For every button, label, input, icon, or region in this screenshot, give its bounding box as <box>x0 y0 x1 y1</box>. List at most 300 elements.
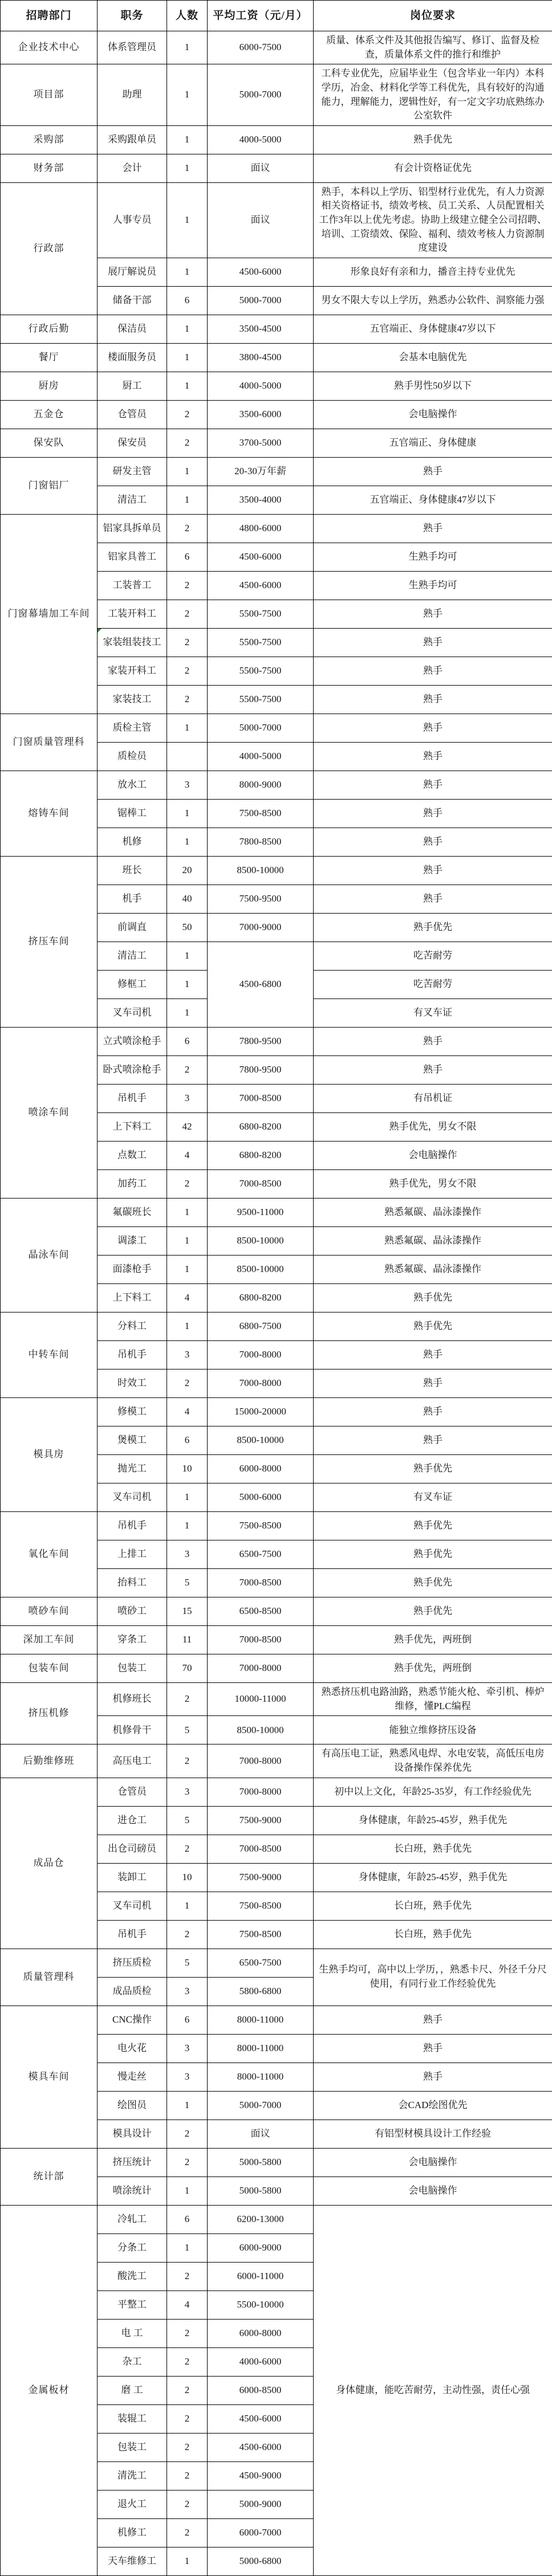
headcount-cell: 2 <box>167 2120 208 2148</box>
headcount-cell: 2 <box>167 600 208 629</box>
salary-cell: 7000-8000 <box>208 1778 314 1806</box>
job-title-cell: 调漆工 <box>98 1227 167 1256</box>
headcount-cell: 1 <box>167 999 208 1028</box>
column-header-4: 岗位要求 <box>314 1 552 31</box>
headcount-cell: 1 <box>167 125 208 154</box>
table-row <box>1 315 552 344</box>
salary-cell: 5800-6800 <box>208 1977 314 2006</box>
requirement-cell: 有铝型材模具设计工作经验 <box>314 2120 552 2148</box>
headcount-cell: 2 <box>167 2347 208 2376</box>
requirement-cell: 有叉车证 <box>314 1483 552 1512</box>
job-title-cell: 铝家具普工 <box>98 543 167 572</box>
job-title-cell: 质检员 <box>98 743 167 771</box>
job-title-cell: 叉车司机 <box>98 1483 167 1512</box>
job-title-cell: 前调直 <box>98 914 167 942</box>
requirement-cell: 熟手 <box>314 2063 552 2091</box>
salary-cell: 5500-10000 <box>208 2290 314 2319</box>
headcount-cell: 2 <box>167 2490 208 2518</box>
requirement-cell: 吃苦耐劳 <box>314 971 552 999</box>
headcount-cell: 3 <box>167 1341 208 1369</box>
headcount-cell: 3 <box>167 2063 208 2091</box>
job-title-cell: 卧式喷涂枪手 <box>98 1056 167 1085</box>
job-title-cell: 锯棒工 <box>98 800 167 828</box>
headcount-cell: 1 <box>167 486 208 515</box>
headcount-cell: 1 <box>167 800 208 828</box>
salary-cell: 4500-6000 <box>208 543 314 572</box>
table-row <box>1 125 552 154</box>
salary-cell: 面议 <box>208 182 314 258</box>
headcount-cell: 1 <box>167 1512 208 1540</box>
department-cell: 晶泳车间 <box>1 1199 98 1313</box>
requirement-cell: 熟手 <box>314 629 552 657</box>
salary-cell: 7500-9500 <box>208 885 314 914</box>
headcount-cell: 2 <box>167 1835 208 1863</box>
salary-cell: 6000-9000 <box>208 2233 314 2262</box>
department-cell: 挤压车间 <box>1 857 98 1028</box>
department-cell: 企业技术中心 <box>1 31 98 64</box>
requirement-cell: 熟手 <box>314 1056 552 1085</box>
salary-cell: 6000-11000 <box>208 2262 314 2290</box>
job-title-cell: 楼面服务员 <box>98 344 167 372</box>
salary-cell: 15000-20000 <box>208 1398 314 1426</box>
table-row <box>1 1626 552 1654</box>
salary-cell: 8500-10000 <box>208 1716 314 1744</box>
job-title-cell: 清洗工 <box>98 2461 167 2490</box>
headcount-cell: 1 <box>167 714 208 743</box>
job-title-cell: 电火花 <box>98 2034 167 2063</box>
job-title-cell: 体系管理员 <box>98 31 167 64</box>
salary-cell: 8000-11000 <box>208 2063 314 2091</box>
department-cell: 质量管理科 <box>1 1949 98 2006</box>
salary-cell: 6000-8000 <box>208 2319 314 2347</box>
requirement-cell: 长白班，熟手优先 <box>314 1835 552 1863</box>
salary-cell: 6000-8500 <box>208 2376 314 2404</box>
headcount-cell: 6 <box>167 2205 208 2233</box>
department-cell: 喷砂车间 <box>1 1597 98 1626</box>
requirement-cell: 熟手优先 <box>314 1569 552 1597</box>
job-title-cell: 吊机手 <box>98 1512 167 1540</box>
headcount-cell: 1 <box>167 372 208 401</box>
salary-cell: 5500-7500 <box>208 686 314 714</box>
job-title-cell: 模具设计 <box>98 2120 167 2148</box>
table-row <box>1 515 552 543</box>
table-row <box>1 1398 552 1426</box>
requirement-cell: 长白班，熟手优先 <box>314 1892 552 1920</box>
job-title-cell: 吊机手 <box>98 1920 167 1949</box>
salary-cell: 8000-9000 <box>208 771 314 800</box>
headcount-cell: 2 <box>167 2404 208 2433</box>
table-row <box>1 182 552 258</box>
requirement-cell: 熟手 <box>314 1426 552 1455</box>
headcount-cell: 2 <box>167 1920 208 1949</box>
department-cell: 厨房 <box>1 372 98 401</box>
headcount-cell: 1 <box>167 971 208 999</box>
requirement-cell: 熟手优先 <box>314 1512 552 1540</box>
job-title-cell: 穿条工 <box>98 1626 167 1654</box>
headcount-cell: 3 <box>167 1085 208 1113</box>
job-title-cell: 机修班长 <box>98 1683 167 1716</box>
requirement-cell: 身体健康，年龄25-45岁，熟手优先 <box>314 1806 552 1835</box>
table-row <box>1 771 552 800</box>
job-title-cell: 吊机手 <box>98 1341 167 1369</box>
job-title-cell: 磨 工 <box>98 2376 167 2404</box>
requirement-cell: 男女不限大专以上学历，熟悉办公软件、洞察能力强 <box>314 287 552 315</box>
headcount-cell: 1 <box>167 1483 208 1512</box>
salary-cell: 5000-7000 <box>208 64 314 126</box>
requirement-cell: 会基本电脑优先 <box>314 344 552 372</box>
salary-cell: 4500-6800 <box>208 942 314 1028</box>
department-cell: 餐厅 <box>1 344 98 372</box>
job-title-cell: 出仓司磅员 <box>98 1835 167 1863</box>
salary-cell: 3700-5000 <box>208 429 314 458</box>
headcount-cell: 1 <box>167 2547 208 2575</box>
department-cell: 成品仓 <box>1 1778 98 1949</box>
requirement-cell: 熟悉氟碳、晶泳漆操作 <box>314 1256 552 1284</box>
headcount-cell: 11 <box>167 1626 208 1654</box>
table-row <box>1 64 552 126</box>
job-title-cell: 仓管员 <box>98 401 167 429</box>
requirement-cell: 熟手优先 <box>314 914 552 942</box>
job-title-cell: 喷砂工 <box>98 1597 167 1626</box>
requirement-cell: 身体健康，能吃苦耐劳，主动性强，责任心强 <box>314 2205 552 2575</box>
department-cell: 行政部 <box>1 182 98 315</box>
requirement-cell: 熟手 <box>314 686 552 714</box>
requirement-cell: 熟手 <box>314 771 552 800</box>
salary-cell: 7800-8500 <box>208 828 314 857</box>
job-title-cell: 氟碳班长 <box>98 1199 167 1227</box>
requirement-cell: 熟手优先，两班倒 <box>314 1626 552 1654</box>
requirement-cell: 熟手 <box>314 857 552 885</box>
headcount-cell: 3 <box>167 771 208 800</box>
headcount-cell: 1 <box>167 2176 208 2205</box>
table-row <box>1 429 552 458</box>
headcount-cell: 10 <box>167 1455 208 1483</box>
table-row <box>1 1744 552 1778</box>
column-header-2: 人数 <box>167 1 208 31</box>
salary-cell: 7000-8500 <box>208 1835 314 1863</box>
headcount-cell: 2 <box>167 686 208 714</box>
headcount-cell: 3 <box>167 1540 208 1569</box>
job-title-cell: 杂工 <box>98 2347 167 2376</box>
salary-cell: 5000-7000 <box>208 2091 314 2120</box>
job-title-cell: 抛光工 <box>98 1455 167 1483</box>
job-title-cell: 退火工 <box>98 2490 167 2518</box>
requirement-cell: 生熟手均可，高中以上学历，，熟悉卡尺、外径千分尺使用，有同行业工作经验优先 <box>314 1949 552 2006</box>
job-title-cell: 装辊工 <box>98 2404 167 2433</box>
headcount-cell: 1 <box>167 1227 208 1256</box>
salary-cell: 4500-6000 <box>208 2404 314 2433</box>
job-title-cell: 会计 <box>98 154 167 182</box>
salary-cell: 面议 <box>208 2120 314 2148</box>
requirement-cell: 五官端正、身体健康47岁以下 <box>314 486 552 515</box>
job-title-cell: 机修 <box>98 828 167 857</box>
job-title-cell: 高压电工 <box>98 1744 167 1778</box>
column-header-3: 平均工资（元/月） <box>208 1 314 31</box>
table-row <box>1 2148 552 2176</box>
job-title-cell: 吊机手 <box>98 1085 167 1113</box>
headcount-cell: 2 <box>167 629 208 657</box>
requirement-cell: 五官端正、身体健康47岁以下 <box>314 315 552 344</box>
table-row <box>1 1028 552 1056</box>
salary-cell: 5500-7500 <box>208 629 314 657</box>
salary-cell: 4000-5000 <box>208 372 314 401</box>
job-title-cell: 挤压统计 <box>98 2148 167 2176</box>
salary-cell: 8500-10000 <box>208 1426 314 1455</box>
headcount-cell: 3 <box>167 2034 208 2063</box>
headcount-cell: 6 <box>167 1028 208 1056</box>
headcount-cell: 6 <box>167 543 208 572</box>
salary-cell: 5000-6800 <box>208 2547 314 2575</box>
department-cell: 氧化车间 <box>1 1512 98 1597</box>
job-title-cell: CNC操作 <box>98 2006 167 2034</box>
job-title-cell: 天车维修工 <box>98 2547 167 2575</box>
salary-cell: 3500-6000 <box>208 401 314 429</box>
requirement-cell: 能独立维修挤压设备 <box>314 1716 552 1744</box>
headcount-cell: 70 <box>167 1654 208 1683</box>
headcount-cell <box>167 743 208 771</box>
job-title-cell: 清洁工 <box>98 942 167 971</box>
job-title-cell: 抬料工 <box>98 1569 167 1597</box>
requirement-cell: 形象良好有亲和力，播音主持专业优先 <box>314 258 552 287</box>
requirement-cell: 熟手 <box>314 1398 552 1426</box>
table-header <box>1 1 552 31</box>
job-title-cell: 叉车司机 <box>98 1892 167 1920</box>
job-title-cell: 分料工 <box>98 1313 167 1341</box>
job-title-cell: 铝家具拆单员 <box>98 515 167 543</box>
salary-cell: 7800-9500 <box>208 1056 314 1085</box>
table-row <box>1 857 552 885</box>
table-row <box>1 1512 552 1540</box>
requirement-cell: 熟手 <box>314 515 552 543</box>
salary-cell: 6500-7500 <box>208 1540 314 1569</box>
salary-cell: 6500-7500 <box>208 1949 314 1977</box>
job-title-cell: 上下料工 <box>98 1284 167 1313</box>
requirement-cell: 吃苦耐劳 <box>314 942 552 971</box>
cell-corner-marker-icon <box>98 629 102 633</box>
requirement-cell: 五官端正、身体健康 <box>314 429 552 458</box>
headcount-cell: 2 <box>167 2461 208 2490</box>
headcount-cell: 2 <box>167 429 208 458</box>
salary-cell: 6500-8500 <box>208 1597 314 1626</box>
requirement-cell: 质量、体系文件及其他报告编写、修订、监督及检查，质量体系文件的推行和维护 <box>314 31 552 64</box>
job-title-cell: 喷涂统计 <box>98 2176 167 2205</box>
headcount-cell: 5 <box>167 1806 208 1835</box>
headcount-cell: 4 <box>167 1142 208 1170</box>
requirement-cell: 工科专业优先，应届毕业生（包含毕业一年内）本科学历，冶金、材料化学等工科优先，具有较好的沟通能力，理解能力，逻辑性好，有一定文字功底熟练办公室软件 <box>314 64 552 126</box>
requirement-cell: 熟手 <box>314 2006 552 2034</box>
headcount-cell: 2 <box>167 2262 208 2290</box>
salary-cell: 6800-7500 <box>208 1313 314 1341</box>
headcount-cell: 15 <box>167 1597 208 1626</box>
department-cell: 金属板材 <box>1 2205 98 2575</box>
headcount-cell: 42 <box>167 1113 208 1142</box>
headcount-cell: 4 <box>167 1398 208 1426</box>
headcount-cell: 1 <box>167 2233 208 2262</box>
table-body <box>1 31 552 2576</box>
table-row <box>1 344 552 372</box>
job-title-cell: 平整工 <box>98 2290 167 2319</box>
job-title-cell: 包装工 <box>98 1654 167 1683</box>
department-cell: 熔铸车间 <box>1 771 98 857</box>
headcount-cell: 1 <box>167 31 208 64</box>
job-title-cell: 质检主管 <box>98 714 167 743</box>
salary-cell: 4500-6000 <box>208 2433 314 2461</box>
headcount-cell: 4 <box>167 1284 208 1313</box>
salary-cell: 7000-8000 <box>208 1654 314 1683</box>
department-cell: 模具车间 <box>1 2006 98 2148</box>
requirement-cell: 会电脑操作 <box>314 1142 552 1170</box>
job-title-cell: 时效工 <box>98 1369 167 1398</box>
salary-cell: 4500-6000 <box>208 572 314 600</box>
salary-cell: 7000-8000 <box>208 1369 314 1398</box>
table-row <box>1 2205 552 2233</box>
department-cell: 门窗幕墙加工车间 <box>1 515 98 714</box>
headcount-cell: 5 <box>167 1716 208 1744</box>
salary-cell: 7500-8500 <box>208 1892 314 1920</box>
requirement-cell: 熟手 <box>314 714 552 743</box>
requirement-cell: 生熟手均可 <box>314 543 552 572</box>
salary-cell: 4500-9000 <box>208 2461 314 2490</box>
job-title-cell: 包装工 <box>98 2433 167 2461</box>
salary-cell: 5000-9000 <box>208 2490 314 2518</box>
headcount-cell: 1 <box>167 64 208 126</box>
salary-cell: 4000-6000 <box>208 2347 314 2376</box>
requirement-cell: 熟手 <box>314 800 552 828</box>
department-cell: 中转车间 <box>1 1313 98 1398</box>
table-row <box>1 1199 552 1227</box>
department-cell: 模具房 <box>1 1398 98 1512</box>
department-cell: 包装车间 <box>1 1654 98 1683</box>
headcount-cell: 2 <box>167 2148 208 2176</box>
headcount-cell: 10 <box>167 1863 208 1892</box>
table-row <box>1 458 552 486</box>
job-title-cell: 人事专员 <box>98 182 167 258</box>
headcount-cell: 20 <box>167 857 208 885</box>
headcount-cell: 2 <box>167 515 208 543</box>
salary-cell: 4500-6000 <box>208 258 314 287</box>
requirement-cell: 有吊机证 <box>314 1085 552 1113</box>
headcount-cell: 40 <box>167 885 208 914</box>
requirement-cell: 会电脑操作 <box>314 2148 552 2176</box>
salary-cell: 8500-10000 <box>208 857 314 885</box>
job-title-cell: 上排工 <box>98 1540 167 1569</box>
job-title-cell: 修模工 <box>98 1398 167 1426</box>
department-cell: 保安队 <box>1 429 98 458</box>
headcount-cell: 2 <box>167 2518 208 2547</box>
salary-cell: 7000-8500 <box>208 1626 314 1654</box>
requirement-cell: 熟手 <box>314 1341 552 1369</box>
column-header-0: 招聘部门 <box>1 1 98 31</box>
requirement-cell: 熟手男性50岁以下 <box>314 372 552 401</box>
job-title-cell: 家装开料工 <box>98 657 167 686</box>
salary-cell: 5000-5800 <box>208 2176 314 2205</box>
requirement-cell: 有叉车证 <box>314 999 552 1028</box>
salary-cell: 7000-9000 <box>208 914 314 942</box>
department-cell: 深加工车间 <box>1 1626 98 1654</box>
headcount-cell: 2 <box>167 657 208 686</box>
headcount-cell: 3 <box>167 1977 208 2006</box>
job-title-cell: 助理 <box>98 64 167 126</box>
headcount-cell: 50 <box>167 914 208 942</box>
salary-cell: 8500-10000 <box>208 1227 314 1256</box>
job-title-cell: 电 工 <box>98 2319 167 2347</box>
salary-cell: 20-30万年薪 <box>208 458 314 486</box>
job-title-cell: 研发主管 <box>98 458 167 486</box>
requirement-cell: 熟手 <box>314 828 552 857</box>
requirement-cell: 熟手优先 <box>314 1313 552 1341</box>
salary-cell: 6000-7500 <box>208 31 314 64</box>
table-row <box>1 372 552 401</box>
headcount-cell: 2 <box>167 2319 208 2347</box>
job-title-cell: 机修骨干 <box>98 1716 167 1744</box>
salary-cell: 8500-10000 <box>208 1256 314 1284</box>
job-title-cell: 班长 <box>98 857 167 885</box>
job-title-cell: 酸洗工 <box>98 2262 167 2290</box>
headcount-cell: 1 <box>167 942 208 971</box>
headcount-cell: 2 <box>167 1744 208 1778</box>
salary-cell: 6000-7000 <box>208 2518 314 2547</box>
headcount-cell: 1 <box>167 154 208 182</box>
salary-cell: 5000-5800 <box>208 2148 314 2176</box>
requirement-cell: 熟手优先，男女不限 <box>314 1113 552 1142</box>
salary-cell: 3500-4500 <box>208 315 314 344</box>
department-cell: 统计部 <box>1 2148 98 2205</box>
job-title-cell: 叉车司机 <box>98 999 167 1028</box>
job-title-cell: 冷轧工 <box>98 2205 167 2233</box>
requirement-cell: 熟悉氟碳、晶泳漆操作 <box>314 1227 552 1256</box>
job-title-cell: 工装普工 <box>98 572 167 600</box>
salary-cell: 7500-8500 <box>208 800 314 828</box>
department-cell: 挤压机修 <box>1 1683 98 1744</box>
headcount-cell: 2 <box>167 2376 208 2404</box>
requirement-cell: 熟手 <box>314 600 552 629</box>
job-title-cell: 立式喷涂枪手 <box>98 1028 167 1056</box>
headcount-cell: 1 <box>167 315 208 344</box>
header-row <box>1 1 552 31</box>
table-row <box>1 1778 552 1806</box>
department-cell: 五金仓 <box>1 401 98 429</box>
salary-cell: 6800-8200 <box>208 1284 314 1313</box>
headcount-cell: 2 <box>167 572 208 600</box>
job-title-cell: 挤压质检 <box>98 1949 167 1977</box>
salary-cell: 5000-7000 <box>208 714 314 743</box>
job-title-cell: 加药工 <box>98 1170 167 1199</box>
column-header-1: 职务 <box>98 1 167 31</box>
salary-cell: 4000-5000 <box>208 125 314 154</box>
table-row <box>1 401 552 429</box>
headcount-cell: 6 <box>167 2006 208 2034</box>
salary-cell: 7000-8500 <box>208 1170 314 1199</box>
job-title-cell: 上下料工 <box>98 1113 167 1142</box>
headcount-cell: 2 <box>167 401 208 429</box>
table-row <box>1 1949 552 1977</box>
requirement-cell: 熟手优先，男女不限 <box>314 1170 552 1199</box>
salary-cell: 4000-5000 <box>208 743 314 771</box>
job-title-cell: 清洁工 <box>98 486 167 515</box>
headcount-cell: 4 <box>167 2290 208 2319</box>
department-cell: 后勤维修班 <box>1 1744 98 1778</box>
headcount-cell: 5 <box>167 1949 208 1977</box>
salary-cell: 7000-8500 <box>208 1569 314 1597</box>
salary-cell: 7500-8500 <box>208 1512 314 1540</box>
job-title-cell: 点数工 <box>98 1142 167 1170</box>
job-title-cell: 展厅解说员 <box>98 258 167 287</box>
job-title-cell: 绘图员 <box>98 2091 167 2120</box>
job-title-cell: 机修工 <box>98 2518 167 2547</box>
headcount-cell: 2 <box>167 1056 208 1085</box>
headcount-cell: 1 <box>167 344 208 372</box>
headcount-cell: 1 <box>167 1256 208 1284</box>
